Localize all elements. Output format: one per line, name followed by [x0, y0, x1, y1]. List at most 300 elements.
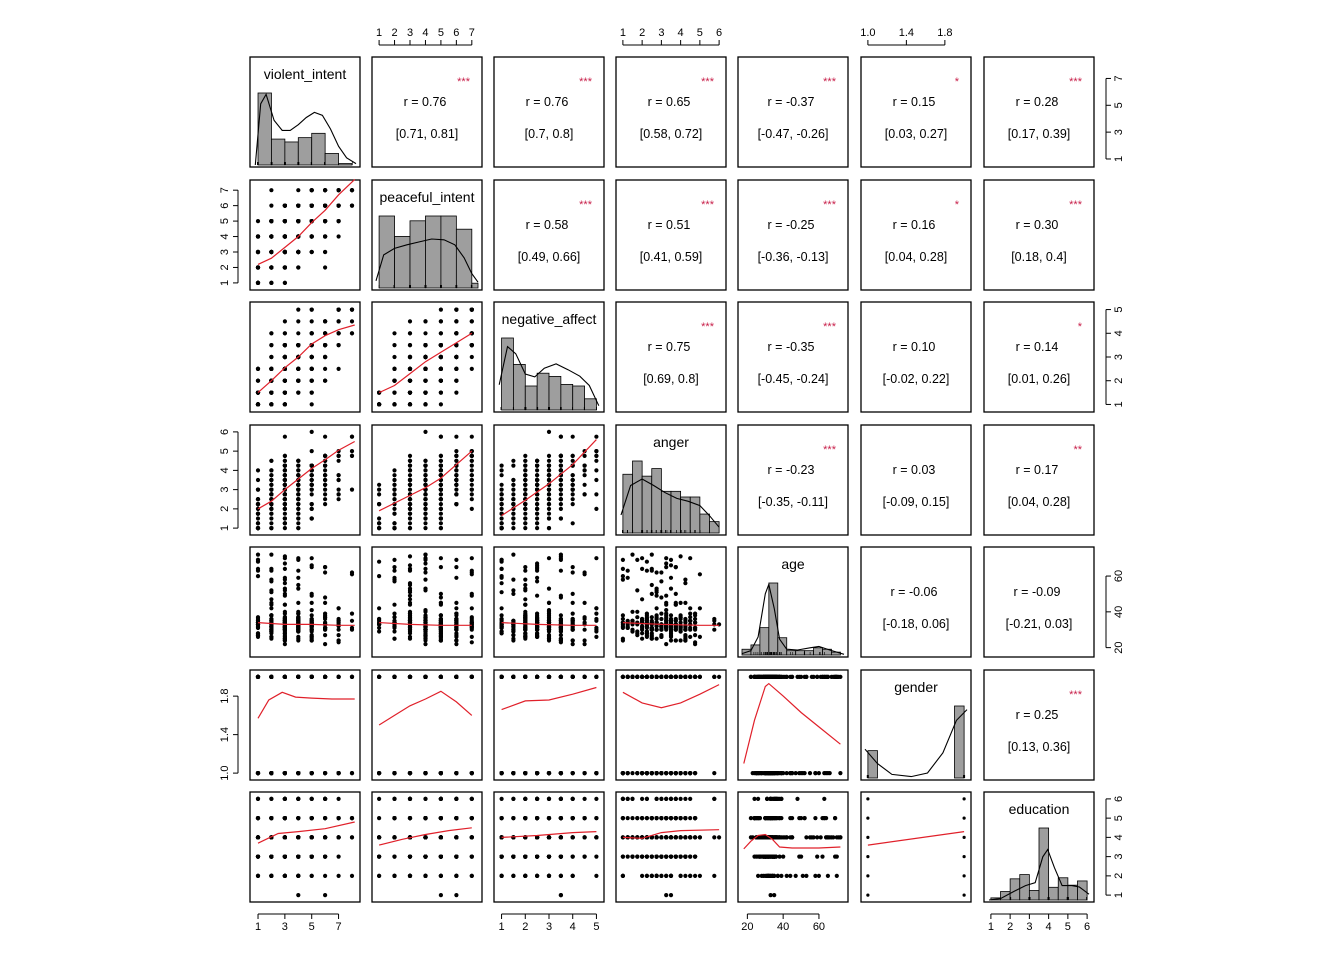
scatter-point-6-4-276 — [669, 675, 673, 679]
scatter-point-7-1-208 — [256, 816, 260, 820]
scatter-point-6-2-279 — [454, 771, 458, 775]
scatter-point-3-2-278 — [423, 343, 427, 347]
correlation-r-6-7: r = 0.25 — [1015, 708, 1059, 722]
scatter-point-6-3-274 — [547, 675, 551, 679]
correlation-ci-1-5: [-0.47, -0.26] — [757, 127, 829, 141]
scatter-point-3-1-209 — [283, 331, 287, 335]
scatter-point-4-2-116 — [392, 492, 396, 496]
histogram-bar-anger-7 — [681, 497, 691, 533]
scatter-point-5-2-260 — [454, 638, 458, 642]
correlation-r-5-7: r = -0.09 — [1013, 585, 1061, 599]
scatter-point-6-3-270 — [594, 771, 598, 775]
scatter-point-4-2-233 — [423, 526, 427, 530]
significance-stars-1-3: *** — [579, 76, 592, 88]
scatter-point-7-1-223 — [269, 797, 273, 801]
scatter-point-5-1-225 — [337, 628, 341, 632]
scatter-point-5-4-176 — [664, 613, 668, 617]
scatter-point-5-4-277 — [688, 619, 692, 623]
correlation-ci-2-3: [0.49, 0.66] — [517, 250, 581, 264]
scatter-point-5-3-178 — [511, 592, 515, 596]
scatter-point-4-1-124 — [283, 464, 287, 468]
scatter-point-5-1-66 — [310, 601, 314, 605]
scatter-point-5-4-208 — [650, 633, 654, 637]
scatter-point-4-2-276 — [408, 478, 412, 482]
scatter-point-4-2-273 — [377, 516, 381, 520]
scatter-point-4-1-106 — [323, 502, 327, 506]
scatter-point-5-4-44 — [683, 578, 687, 582]
scatter-point-5-4-244 — [674, 601, 678, 605]
scatter-point-4-3-252 — [571, 454, 575, 458]
scatter-point-6-3-279 — [511, 771, 515, 775]
scatter-point-4-1-6 — [296, 521, 300, 525]
scatter-point-4-3-159 — [500, 483, 504, 487]
scatter-point-5-4-91 — [640, 631, 644, 635]
scatter-point-5-1-199 — [283, 561, 287, 565]
scatter-point-6-5-30 — [808, 771, 812, 775]
variable-label-violent_intent: violent_intent — [263, 66, 347, 82]
scatter-point-5-4-273 — [630, 629, 634, 633]
scatter-point-4-1-172 — [350, 454, 354, 458]
significance-stars-4-5: *** — [823, 444, 836, 456]
scatter-point-5-2-236 — [377, 626, 381, 630]
scatter-point-5-1-246 — [269, 613, 273, 617]
scatter-point-3-2-253 — [392, 379, 396, 383]
scatter-point-4-3-115 — [547, 497, 551, 501]
scatter-point-6-1-277 — [269, 771, 273, 775]
panel-frame-3-5 — [738, 302, 848, 412]
scatter-point-4-3-255 — [523, 492, 527, 496]
scatter-point-6-5-174 — [795, 675, 799, 679]
scatter-point-4-2-274 — [408, 502, 412, 506]
scatter-point-5-3-202 — [559, 637, 563, 641]
scatter-point-5-2-181 — [377, 617, 381, 621]
scatter-point-4-3-225 — [571, 497, 575, 501]
significance-stars-1-4: *** — [701, 76, 714, 88]
scatter-point-4-1-45 — [283, 435, 287, 439]
scatter-point-4-1-278 — [296, 483, 300, 487]
scatter-point-5-3-130 — [523, 603, 527, 607]
scatter-point-2-1-260 — [337, 204, 341, 208]
scatter-point-5-3-254 — [511, 637, 515, 641]
scatter-point-6-2-264 — [439, 675, 443, 679]
scatter-point-5-4-172 — [693, 612, 697, 616]
scatter-point-4-2-165 — [423, 507, 427, 511]
scatter-point-4-1-270 — [337, 459, 341, 463]
scatter-point-4-1-26 — [350, 449, 354, 453]
scatter-point-4-3-219 — [571, 483, 575, 487]
scatter-point-6-5-244 — [790, 675, 794, 679]
scatter-point-2-1-251 — [269, 265, 273, 269]
scatter-point-4-2-254 — [408, 497, 412, 501]
scatter-point-5-3-162 — [547, 629, 551, 633]
scatter-point-5-3-275 — [583, 615, 587, 619]
histogram-bar-anger-5 — [661, 491, 671, 533]
scatter-point-6-1-276 — [269, 675, 273, 679]
scatter-point-6-5-259 — [831, 675, 835, 679]
variable-label-education: education — [1008, 801, 1070, 817]
scatter-point-4-2-108 — [439, 459, 443, 463]
scatter-point-6-4-235 — [635, 675, 639, 679]
scatter-point-5-4-43 — [683, 621, 687, 625]
scatter-point-5-4-274 — [645, 619, 649, 623]
scatter-point-3-1-276 — [269, 331, 273, 335]
scatter-point-4-3-280 — [583, 464, 587, 468]
scatter-point-5-3-205 — [535, 563, 539, 567]
scatter-point-5-4-81 — [621, 617, 625, 621]
scatter-point-5-3-255 — [523, 628, 527, 632]
scatter-point-4-2-71 — [377, 492, 381, 496]
scatter-point-5-4-279 — [655, 628, 659, 632]
scatter-points-6-5 — [749, 675, 843, 775]
correlation-r-2-5: r = -0.25 — [767, 218, 815, 232]
histogram-bar-age-8 — [805, 651, 814, 655]
scatter-point-4-2-248 — [423, 502, 427, 506]
scatter-point-6-1-271 — [310, 675, 314, 679]
scatter-point-5-3-74 — [571, 570, 575, 574]
scatter-point-5-3-106 — [571, 612, 575, 616]
scatter-point-4-3-216 — [500, 507, 504, 511]
scatter-point-5-1-277 — [269, 619, 273, 623]
scatter-point-6-3-276 — [571, 675, 575, 679]
scatter-point-3-2-82 — [408, 343, 412, 347]
panel-frame-2-1 — [250, 180, 360, 290]
scatter-point-5-4-120 — [683, 633, 687, 637]
scatter-point-5-4-210 — [626, 569, 630, 573]
scatter-points-6-2 — [377, 675, 474, 775]
scatter-point-6-5-205 — [828, 771, 832, 775]
scatter-point-6-3-251 — [535, 675, 539, 679]
histogram-bar-violent_intent-7 — [339, 164, 352, 165]
scatter-point-5-1-274 — [283, 619, 287, 623]
scatter-point-4-3-276 — [571, 478, 575, 482]
scatter-point-2-1-263 — [283, 234, 287, 238]
scatter-point-5-2-105 — [423, 570, 427, 574]
scatter-point-3-2-180 — [392, 402, 396, 406]
scatter-point-4-1-190 — [296, 502, 300, 506]
correlation-r-1-2: r = 0.76 — [403, 95, 447, 109]
scatter-point-5-1-102 — [283, 587, 287, 591]
correlation-r-3-6: r = 0.10 — [892, 340, 936, 354]
scatter-point-3-1-238 — [310, 379, 314, 383]
scatter-point-7-1-207 — [256, 874, 260, 878]
scatter-point-6-5-222 — [804, 675, 808, 679]
scatter-point-4-3-194 — [559, 464, 563, 468]
scatter-point-6-1-272 — [256, 675, 260, 679]
scatter-point-4-2-253 — [392, 488, 396, 492]
scatter-point-5-4-175 — [712, 619, 716, 623]
scatter-point-4-3-137 — [523, 473, 527, 477]
scatter-point-4-3-193 — [523, 483, 527, 487]
scatter-point-6-1-243 — [323, 675, 327, 679]
scatter-point-5-2-189 — [454, 642, 458, 646]
scatter-point-4-3-253 — [523, 488, 527, 492]
scatter-point-3-1-198 — [323, 379, 327, 383]
scatter-point-5-2-216 — [408, 567, 412, 571]
scatter-point-5-4-164 — [674, 565, 678, 569]
scatter-point-5-2-172 — [454, 612, 458, 616]
scatter-point-4-3-156 — [523, 507, 527, 511]
scatter-point-5-4-271 — [674, 592, 678, 596]
scatter-point-4-3-147 — [511, 526, 515, 530]
scatter-point-4-2-195 — [408, 512, 412, 516]
scatter-point-5-3-172 — [594, 612, 598, 616]
scatter-point-2-1-280 — [323, 219, 327, 223]
scatter-point-5-3-189 — [571, 642, 575, 646]
scatter-point-5-4-260 — [669, 638, 673, 642]
scatter-point-5-3-251 — [535, 579, 539, 583]
scatter-point-4-3-117 — [523, 521, 527, 525]
scatter-point-5-4-211 — [635, 615, 639, 619]
scatter-point-3-2-202 — [392, 343, 396, 347]
scatter-point-3-1-278 — [296, 343, 300, 347]
scatter-point-3-2-105 — [423, 319, 427, 323]
scatter-point-4-1-252 — [337, 454, 341, 458]
scatter-point-4-1-263 — [283, 478, 287, 482]
histogram-bar-age-5 — [778, 638, 787, 655]
correlation-ci-4-5: [-0.35, -0.11] — [758, 495, 828, 509]
scatter-point-4-2-55 — [377, 483, 381, 487]
scatter-point-3-2-277 — [423, 379, 427, 383]
panel-frame-6-3 — [494, 670, 604, 780]
scatter-point-5-4-26 — [698, 572, 702, 576]
scatter-point-7-1-226 — [296, 893, 300, 897]
scatter-point-4-2-130 — [408, 473, 412, 477]
scatter-point-3-1-197 — [296, 319, 300, 323]
scatter-point-4-1-279 — [283, 492, 287, 496]
scatter-point-5-2-77 — [454, 558, 458, 562]
scatter-point-5-4-156 — [640, 597, 644, 601]
scatter-point-5-4-252 — [693, 621, 697, 625]
scatter-point-5-4-160 — [693, 633, 697, 637]
panel-frame-2-5 — [738, 180, 848, 290]
scatter-point-4-3-270 — [594, 459, 598, 463]
scatter-point-5-2-275 — [408, 615, 412, 619]
scatter-point-5-3-264 — [547, 626, 551, 630]
scatter-point-3-1-251 — [269, 367, 273, 371]
scatter-point-6-3-273 — [500, 675, 504, 679]
scatter-point-2-1-250 — [296, 219, 300, 223]
scatter-point-4-1-238 — [310, 478, 314, 482]
scatter-point-5-4-121 — [626, 576, 630, 580]
scatter-point-5-2-279 — [454, 628, 458, 632]
scatter-point-4-3-161 — [511, 488, 515, 492]
scatter-point-7-1-280 — [323, 835, 327, 839]
scatter-point-7-1-233 — [269, 816, 273, 820]
panel-frame-4-7 — [984, 425, 1094, 535]
scatter-point-5-2-250 — [439, 638, 443, 642]
scatter-point-4-1-211 — [283, 512, 287, 516]
scatter-point-4-2-81 — [377, 526, 381, 530]
scatter-point-7-1-168 — [323, 893, 327, 897]
scatter-point-5-2-276 — [408, 628, 412, 632]
scatter-point-4-3-120 — [523, 464, 527, 468]
histogram-bar-violent_intent-2 — [271, 139, 284, 165]
scatter-point-4-2-79 — [392, 478, 396, 482]
scatter-point-5-2-78 — [408, 581, 412, 585]
scatter-point-3-2-19 — [439, 308, 443, 312]
scatter-point-4-3-145 — [523, 526, 527, 530]
scatter-point-4-1-269 — [269, 492, 273, 496]
scatter-point-2-1-275 — [323, 250, 327, 254]
scatter-point-3-2-246 — [439, 367, 443, 371]
scatter-point-4-1-196 — [323, 483, 327, 487]
scatter-point-4-2-223 — [408, 526, 412, 530]
scatter-point-7-1-209 — [283, 797, 287, 801]
scatter-point-4-1-175 — [350, 435, 354, 439]
scatter-point-5-1-252 — [337, 621, 341, 625]
correlation-r-1-5: r = -0.37 — [767, 95, 815, 109]
scatter-point-6-4-203 — [688, 675, 692, 679]
scatter-point-5-4-280 — [683, 601, 687, 605]
scatter-point-5-4-201 — [645, 629, 649, 633]
scatter-point-5-2-206 — [423, 558, 427, 562]
scatter-point-5-4-220 — [645, 569, 649, 573]
scatter-point-4-3-112 — [523, 516, 527, 520]
scatter-point-6-4-271 — [674, 675, 678, 679]
panel-frame-2-6 — [861, 180, 971, 290]
histogram-bar-peaceful_intent-3 — [410, 221, 425, 288]
scatter-point-2-1-3 — [296, 188, 300, 192]
scatter-point-3-2-270 — [470, 308, 474, 312]
scatter-point-7-1-240 — [296, 816, 300, 820]
scatter-point-5-4-32 — [669, 613, 673, 617]
panel-frame-2-4 — [616, 180, 726, 290]
scatter-point-5-1-270 — [337, 606, 341, 610]
scatter-point-4-3-79 — [511, 478, 515, 482]
panel-frame-7-1 — [250, 792, 360, 902]
significance-stars-1-2: *** — [457, 76, 470, 88]
scatter-point-4-3-204 — [559, 454, 563, 458]
scatter-point-5-2-272 — [423, 553, 427, 557]
scatter-point-6-3-278 — [559, 675, 563, 679]
correlation-r-3-5: r = -0.35 — [767, 340, 815, 354]
scatter-point-4-3-106 — [571, 502, 575, 506]
scatter-point-7-1-248 — [310, 835, 314, 839]
histogram-bar-violent_intent-5 — [312, 133, 325, 165]
scatter-point-6-4-236 — [626, 771, 630, 775]
scatter-point-5-2-212 — [454, 576, 458, 580]
scatter-point-7-1-263 — [283, 874, 287, 878]
scatter-point-4-2-175 — [454, 435, 458, 439]
scatter-point-3-1-280 — [323, 319, 327, 323]
scatter-point-3-1-26 — [350, 319, 354, 323]
scatter-point-5-1-216 — [256, 567, 260, 571]
scatter-point-6-5-269 — [801, 771, 805, 775]
scatter-point-3-2-217 — [408, 379, 412, 383]
scatter-point-5-4-254 — [650, 637, 654, 641]
significance-stars-3-7: * — [1077, 321, 1082, 333]
scatter-point-6-2-236 — [377, 771, 381, 775]
scatter-point-5-4-238 — [669, 635, 673, 639]
scatter-point-5-4-233 — [621, 567, 625, 571]
histogram-bar-negative_affect-5 — [549, 376, 561, 410]
scatter-point-5-4-236 — [626, 626, 630, 630]
scatter-point-7-1-260 — [337, 816, 341, 820]
scatter-point-3-1-230 — [310, 355, 314, 359]
scatter-point-2-1-267 — [256, 265, 260, 269]
scatter-point-4-3-268 — [571, 488, 575, 492]
scatter-point-4-2-91 — [439, 507, 443, 511]
scatter-point-5-4-76 — [664, 642, 668, 646]
scatter-point-5-4-223 — [621, 613, 625, 617]
significance-stars-1-7: *** — [1069, 76, 1082, 88]
scatter-point-5-3-102 — [547, 587, 551, 591]
scatter-point-5-2-27 — [377, 574, 381, 578]
scatter-point-4-3-185 — [559, 488, 563, 492]
scatter-point-5-3-214 — [594, 556, 598, 560]
scatter-point-2-1-237 — [337, 234, 341, 238]
scatter-point-5-3-30 — [523, 583, 527, 587]
panel-frame-7-3 — [494, 792, 604, 902]
correlation-r-4-7: r = 0.17 — [1015, 463, 1059, 477]
scatter-point-6-4-273 — [630, 675, 634, 679]
scatter-point-6-1-270 — [337, 771, 341, 775]
scatter-point-7-1-154 — [337, 874, 341, 878]
scatter-point-7-1-270 — [337, 835, 341, 839]
scatter-point-5-1-78 — [283, 581, 287, 585]
scatter-point-5-3-126 — [523, 610, 527, 614]
histogram-bar-violent_intent-6 — [325, 153, 338, 165]
scatter-point-5-1-250 — [296, 638, 300, 642]
scatter-point-4-1-274 — [283, 502, 287, 506]
scatter-point-7-1-279 — [283, 816, 287, 820]
scatter-point-3-2-247 — [423, 402, 427, 406]
panel-frame-5-7 — [984, 547, 1094, 657]
scatter-point-5-3-208 — [535, 633, 539, 637]
scatter-point-4-2-54 — [470, 468, 474, 472]
scatter-point-4-3-264 — [547, 468, 551, 472]
scatter-point-4-1-204 — [283, 454, 287, 458]
scatter-point-4-3-108 — [559, 459, 563, 463]
scatter-point-4-1-267 — [256, 526, 260, 530]
scatter-point-6-2-278 — [423, 675, 427, 679]
scatter-point-5-3-276 — [571, 628, 575, 632]
scatter-point-7-1-274 — [283, 855, 287, 859]
scatter-point-5-4-123 — [679, 638, 683, 642]
scatter-point-3-1-76 — [283, 319, 287, 323]
scatter-point-5-4-250 — [621, 638, 625, 642]
scatter-point-5-1-176 — [310, 613, 314, 617]
scatter-point-4-3-114 — [583, 492, 587, 496]
scatter-point-5-3-246 — [535, 613, 539, 617]
correlation-r-3-4: r = 0.75 — [647, 340, 691, 354]
scatter-point-3-1-273 — [269, 402, 273, 406]
scatter-point-5-1-27 — [256, 574, 260, 578]
scatter-point-3-1-200 — [310, 319, 314, 323]
scatter-point-5-1-266 — [269, 553, 273, 557]
scatter-point-3-2-265 — [454, 331, 458, 335]
scatter-point-4-1-90 — [296, 464, 300, 468]
scatter-point-3-2-263 — [423, 367, 427, 371]
scatter-point-5-4-240 — [650, 626, 654, 630]
scatter-point-5-4-191 — [659, 635, 663, 639]
scatter-point-6-4-175 — [712, 675, 716, 679]
scatter-point-2-1-259 — [256, 281, 260, 285]
scatter-point-4-3-25 — [547, 454, 551, 458]
variable-label-peaceful_intent: peaceful_intent — [379, 189, 475, 205]
scatter-point-3-1-260 — [337, 331, 341, 335]
correlation-r-4-6: r = 0.03 — [892, 463, 936, 477]
scatter-point-2-1-97 — [296, 265, 300, 269]
scatter-point-4-3-227 — [547, 488, 551, 492]
scatter-point-5-2-280 — [439, 601, 443, 605]
scatter-point-2-1-270 — [337, 188, 341, 192]
scatter-point-5-2-70 — [454, 565, 458, 569]
scatter-point-7-1-269 — [269, 874, 273, 878]
scatter-point-5-2-214 — [470, 556, 474, 560]
scatter-point-3-2-279 — [454, 391, 458, 395]
scatter-point-5-1-30 — [296, 583, 300, 587]
